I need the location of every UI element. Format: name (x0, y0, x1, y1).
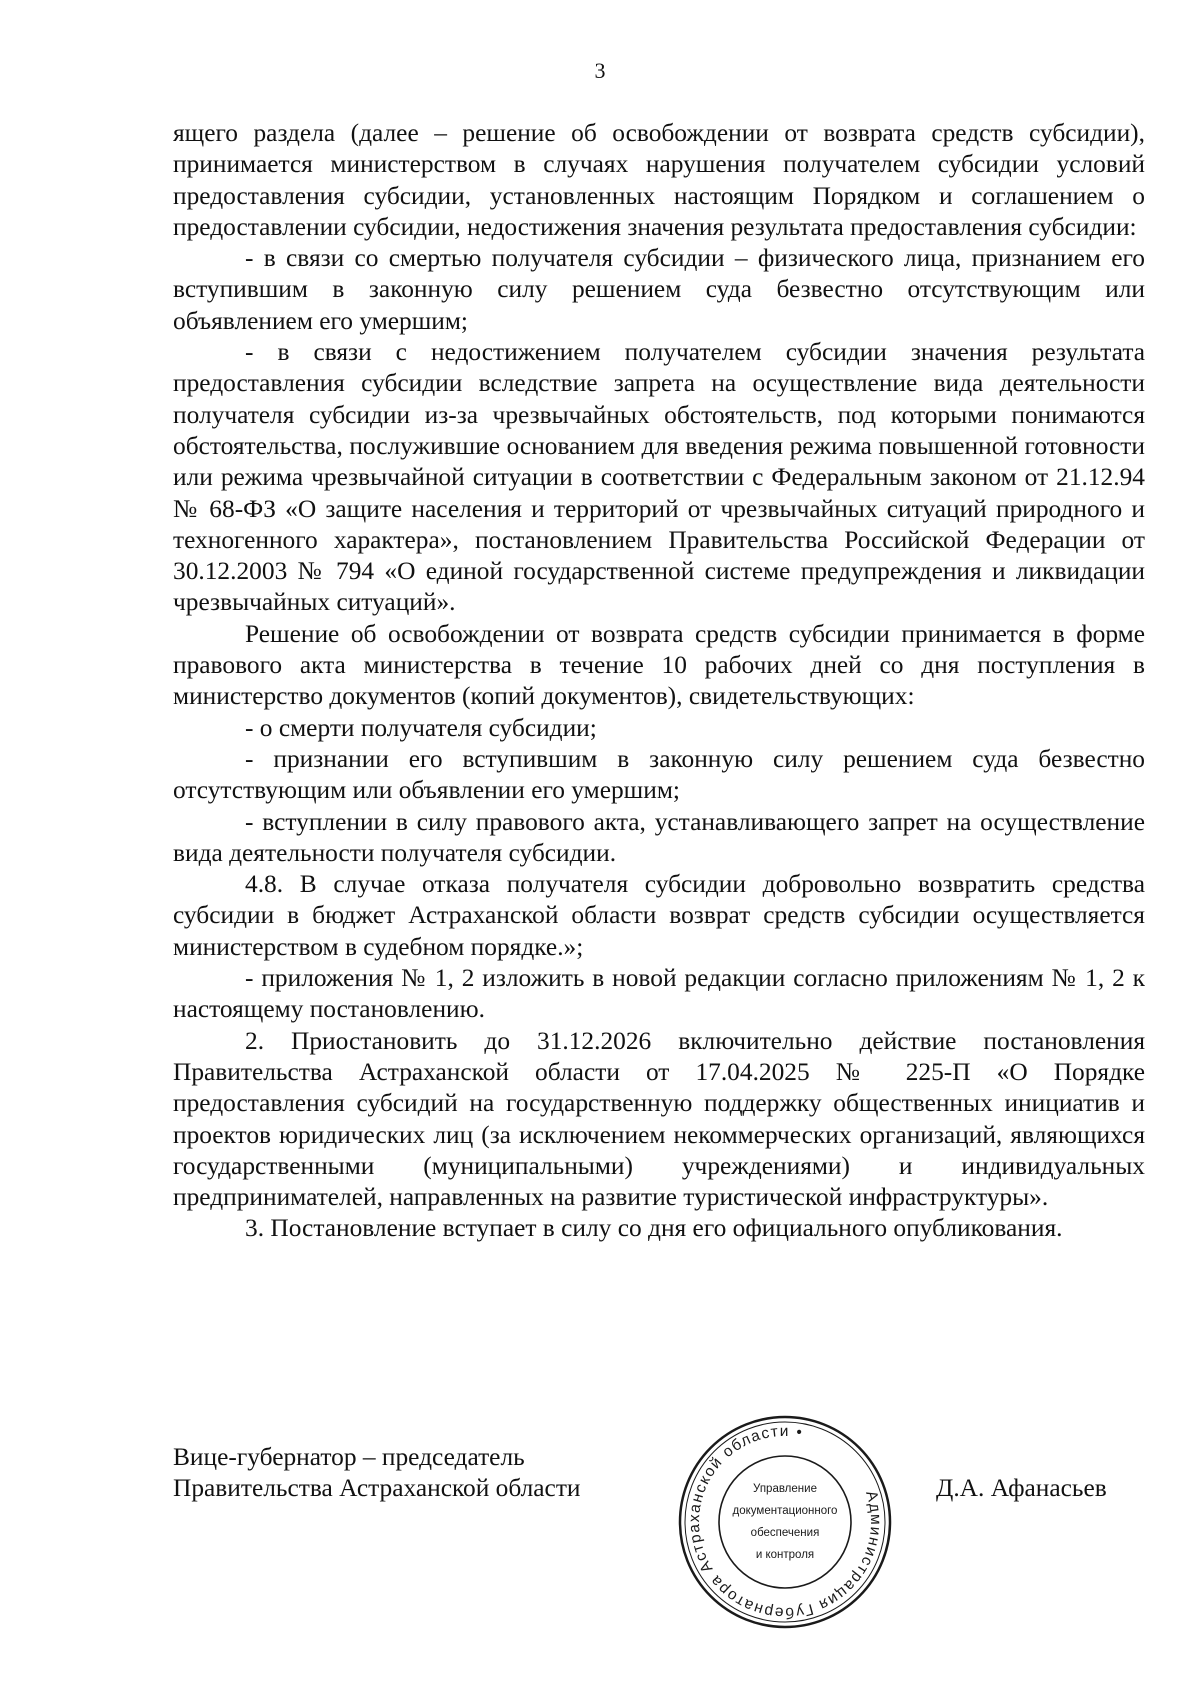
paragraph: 3. Постановление вступает в силу со дня его официального опубликования. (245, 1214, 1063, 1243)
paragraph: - в связи с недостижением получателем субсидии значения результата предоставления субсидии вследствие запрета на осуществление вида деятельности получателя субсидии из-за чрезвычайных обстоятельств, под которыми понимаются обстоятельства, послужившие основанием для введения режима повышенной готовности или режима чрезвычайной ситуации в соответствии с Федеральным законом от 21.12.94 № 68-ФЗ «О защите населения и территорий от чрезвычайных ситуаций природного и техногенного характера», постановлением Правительства Российской Федерации от 30.12.2003 № 794 «О единой государственной системе предупреждения и ликвидации чрезвычайных ситуаций». (173, 338, 1145, 617)
paragraph: ящего раздела (далее – решение об освобождении от возврата средств субсидии), принимается министерством в случаях нарушения получателем субсидии условий предоставления субсидии, установленных настоящим Порядком и соглашением о предоставлении субсидии, недостижения значения результата предоставления субсидии: (173, 119, 1145, 241)
paragraph: - вступлении в силу правового акта, устанавливающего запрет на осуществление вида деятельности получателя субсидии. (173, 807, 1145, 867)
paragraph: 4.8. В случае отказа получателя субсидии добровольно возвратить средства субсидии в бюджет Астраханской области возврат средств субсидии осуществляется министерством в судебном порядке.»; (173, 870, 1145, 961)
seal-outer-ring (680, 1417, 890, 1627)
seal-ring-text-path: Администрация Губернатора Астраханской области • (685, 1422, 885, 1622)
seal-inner-line-2: документационного (732, 1505, 838, 1517)
paragraph: Решение об освобождении от возврата средств субсидии принимается в форме правового акта министерства в течение 10 рабочих дней со дня поступления в министерство документов (копий документов), свидетельствующих: (173, 619, 1145, 711)
seal-inner-line-1: Управление (753, 1483, 817, 1495)
paragraph: 2. Приостановить до 31.12.2026 включительно действие постановления Правительства Астраханской области от 17.04.2025 № 225-П «О Порядке предоставления субсидий на государственную поддержку общественных инициатив и проектов юридических лиц (за исключением некоммерческих организаций, являющихся государственными (муниципальными) учреждениями) и индивидуальных предпринимателей, направленных на развитие туристической инфраструктуры». (173, 1026, 1145, 1212)
signatory-title (173, 1442, 581, 1505)
signature-block (0, 1422, 1200, 1682)
official-seal-stamp (675, 1412, 895, 1632)
paragraph: - о смерти получателя субсидии; (245, 713, 597, 742)
signatory-title-line-2: Правительства Астраханской области (173, 1474, 581, 1503)
page-number: 3 (594, 58, 606, 83)
paragraph: - признании его вступившим в законную силу решением суда безвестно отсутствующим или объявлении его умершим; (173, 744, 1145, 805)
seal-inner-line-4: и контроля (755, 1549, 815, 1561)
paragraph: - приложения № 1, 2 изложить в новой редакции согласно приложениям № 1, 2 к настоящему постановлению. (173, 964, 1145, 1024)
signatory-title-line-1: Вице-губернатор – председатель (173, 1443, 525, 1471)
seal-inner-ring (719, 1456, 851, 1588)
seal-inner-line-3: обеспечения (750, 1527, 820, 1539)
document-body (173, 118, 1145, 1245)
signatory-name: Д.А. Афанасьев (936, 1474, 1107, 1502)
seal-ring-text (686, 1423, 884, 1621)
paragraph: - в связи со смертью получателя субсидии – физического лица, признанием его вступившим в законную силу решением суда безвестно отсутствующим или объявлением его умершим; (173, 244, 1145, 335)
